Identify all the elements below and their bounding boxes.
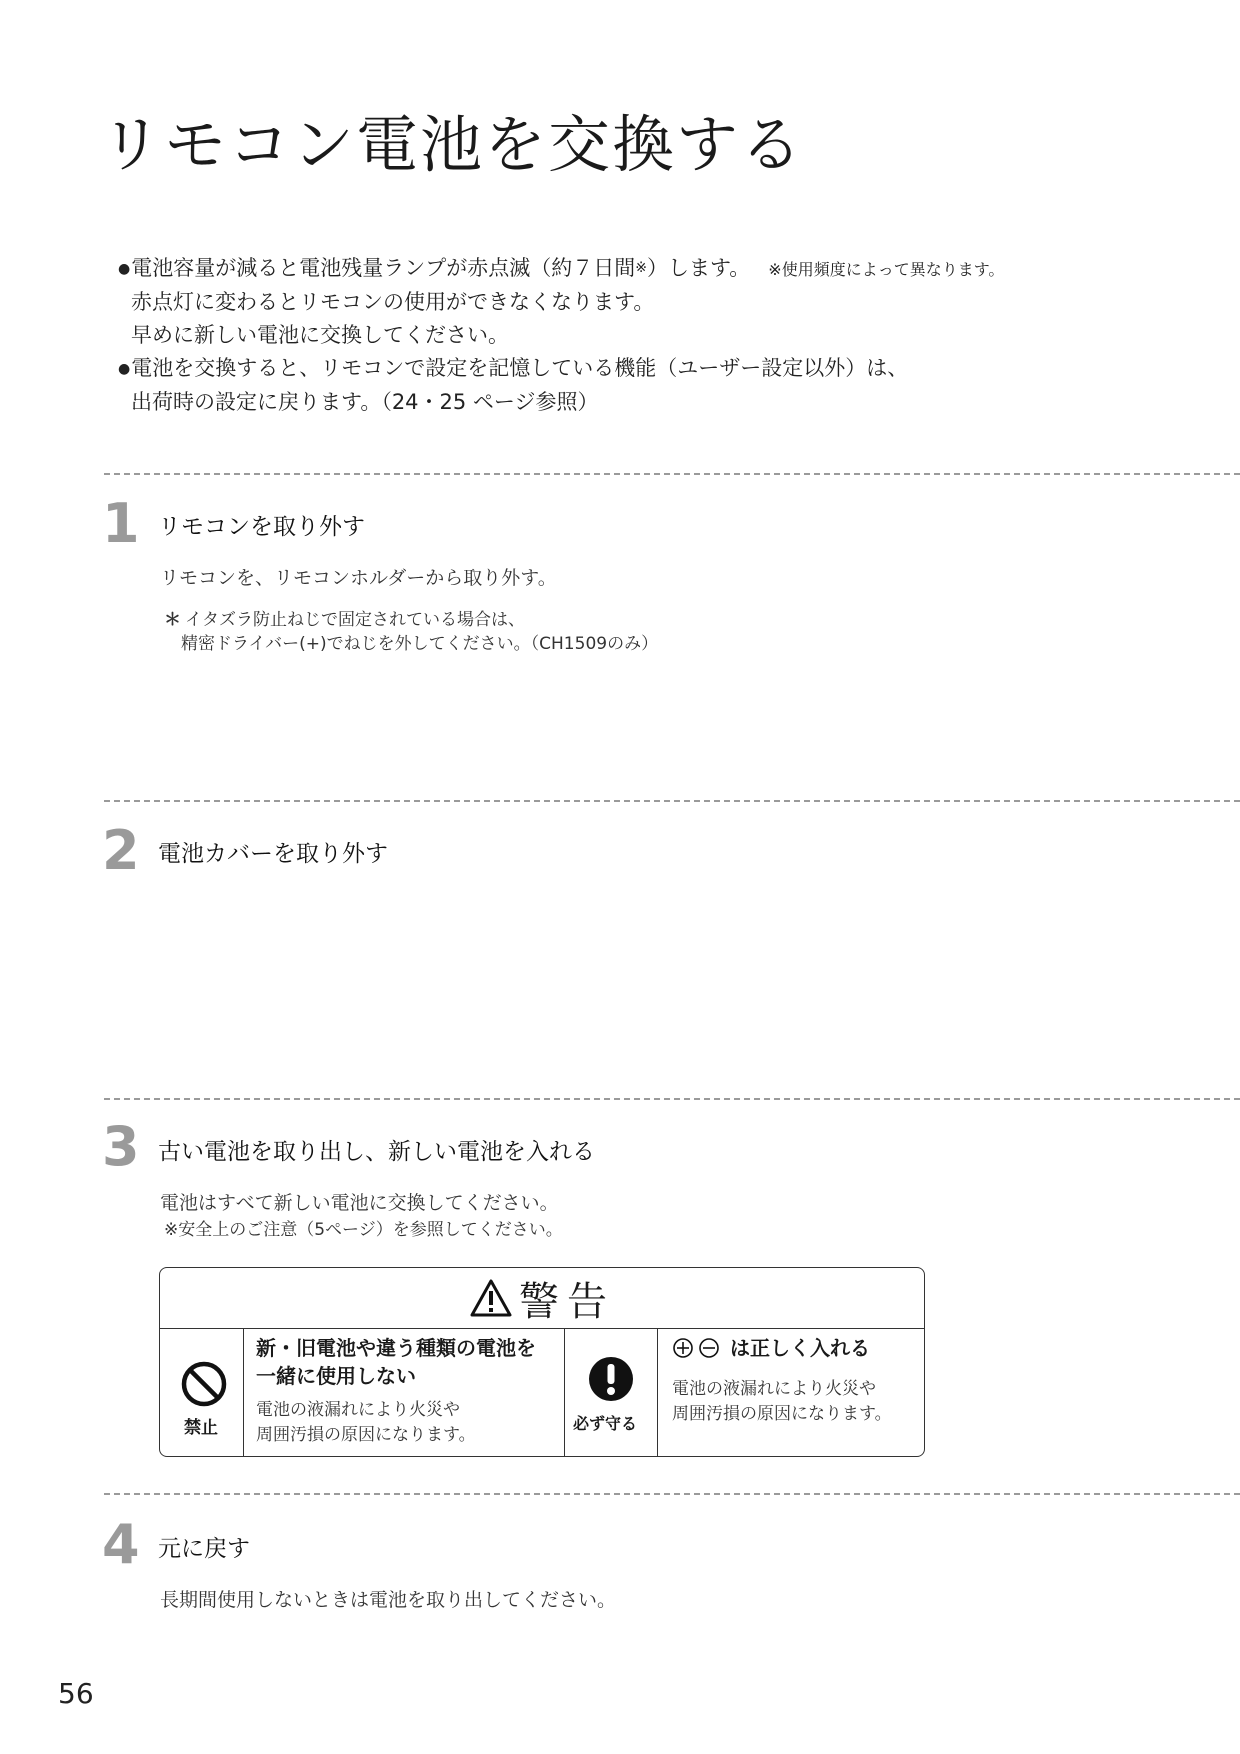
step-title: 電池カバーを取り外す <box>158 841 388 867</box>
step-text: 電池はすべて新しい電池に交換してください。 <box>160 1192 559 1214</box>
must-desc-line-1: 電池の液漏れにより火災や <box>672 1379 876 1399</box>
prohibit-desc-line-1: 電池の液漏れにより火災や <box>256 1400 460 1420</box>
step-title: リモコンを取り外す <box>158 514 365 540</box>
intro-line-2: 赤点灯に変わるとリモコンの使用ができなくなります。 <box>131 290 655 314</box>
intro-line-4 <box>118 352 1198 386</box>
cell-divider <box>657 1328 658 1456</box>
must-title <box>672 1334 870 1362</box>
warning-box <box>159 1267 925 1457</box>
warning-heading: 警告 <box>519 1278 615 1325</box>
prohibit-title-line-2: 一緒に使用しない <box>256 1364 416 1388</box>
must-title-text: は正しく入れる <box>730 1336 870 1360</box>
section-divider <box>104 800 1240 802</box>
intro-line-1-tail: ）します。 <box>646 256 751 280</box>
must-label: 必ず守る <box>573 1414 638 1433</box>
prohibit-desc-line-2: 周囲汚損の原因になります。 <box>256 1425 476 1445</box>
step-note-line-2: 精密ドライバー(+)でねじを外してください。（CH1509のみ） <box>181 634 659 654</box>
intro-line-5: 出荷時の設定に戻ります。（24・25 ページ参照） <box>131 389 599 414</box>
cell-divider <box>243 1328 244 1456</box>
step-title: 元に戻す <box>158 1536 250 1562</box>
prohibit-title <box>256 1334 536 1390</box>
intro-notes <box>118 252 1198 419</box>
step-title: 古い電池を取り出し、新しい電池を入れる <box>158 1139 595 1165</box>
must-description <box>672 1377 892 1427</box>
warning-header <box>160 1268 924 1329</box>
plus-terminal-icon <box>672 1337 694 1359</box>
page-title: リモコン電池を交換する <box>100 108 805 181</box>
intro-footnote: ※使用頻度によって異なります。 <box>768 260 1005 279</box>
step-text: 長期間使用しないときは電池を取り出してください。 <box>160 1589 617 1611</box>
minus-terminal-icon <box>698 1337 720 1359</box>
step-note <box>164 608 658 656</box>
section-divider <box>104 473 1240 475</box>
step-number: 1 <box>102 492 140 555</box>
page-number: 56 <box>58 1677 94 1710</box>
step-note-line-1: イタズラ防止ねじで固定されている場合は、 <box>185 610 525 630</box>
intro-line-1-main: 電池容量が減ると電池残量ランプが赤点滅（約７日間 <box>131 256 636 280</box>
section-divider <box>104 1098 1240 1100</box>
must-desc-line-2: 周囲汚損の原因になります。 <box>672 1404 892 1424</box>
step-number: 3 <box>102 1115 140 1178</box>
step-text: リモコンを、リモコンホルダーから取り外す。 <box>160 567 557 589</box>
step-number: 2 <box>102 819 140 882</box>
mandatory-exclamation-icon <box>588 1356 634 1402</box>
warning-triangle-icon <box>469 1278 513 1318</box>
prohibit-label: 禁止 <box>184 1418 218 1438</box>
intro-line-1-mark: ※ <box>635 260 647 276</box>
bullet-icon: ● <box>118 360 131 377</box>
asterisk-icon: ＊ <box>164 610 181 630</box>
section-divider <box>104 1493 1240 1495</box>
step-note: ※安全上のご注意（5ページ）を参照してください。 <box>164 1220 563 1240</box>
intro-line-3: 早めに新しい電池に交換してください。 <box>131 323 509 347</box>
prohibit-title-line-1: 新・旧電池や違う種類の電池を <box>256 1336 536 1360</box>
bullet-icon: ● <box>118 260 131 277</box>
step-number: 4 <box>102 1513 140 1576</box>
prohibition-icon <box>180 1360 228 1408</box>
cell-divider <box>564 1328 565 1456</box>
prohibit-description <box>256 1398 476 1448</box>
intro-line-1 <box>118 252 1198 286</box>
intro-line-4-text: 電池を交換すると、リモコンで設定を記憶している機能（ユーザー設定以外）は、 <box>131 356 909 380</box>
